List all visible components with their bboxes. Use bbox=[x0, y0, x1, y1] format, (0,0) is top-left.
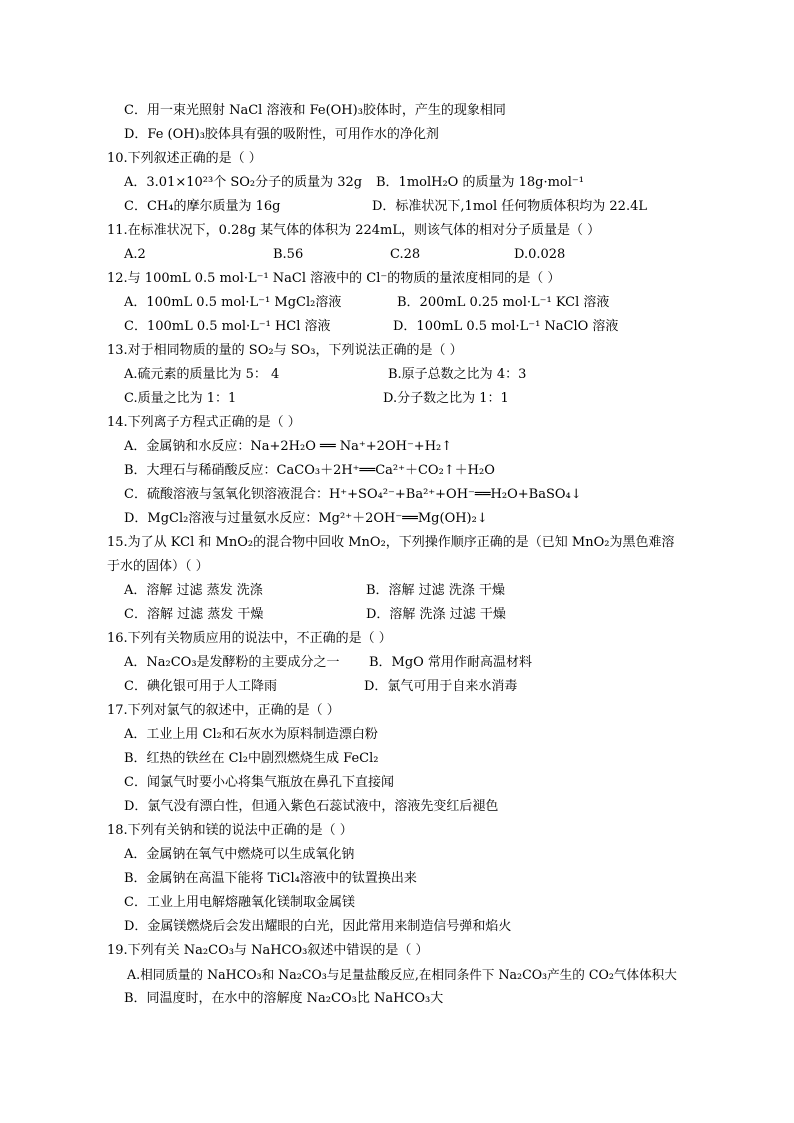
q15-option-a: A．溶解 过滤 蒸发 洗涤 bbox=[124, 583, 263, 598]
question-15: 15.为了从 KCl 和 MnO₂的混合物中回收 MnO₂，下列操作顺序正确的是（已知 MnO₂为黑色难溶 bbox=[107, 535, 675, 550]
q12-option-d: D．100mL 0.5 mol·L⁻¹ NaClO 溶液 bbox=[393, 319, 619, 334]
q19-option-a: A.相同质量的 NaHCO₃和 Na₂CO₃与足量盐酸反应,在相同条件下 Na₂CO₃产生的 CO₂气体体积大 bbox=[127, 967, 677, 982]
q16-option-d: D．氯气可用于自来水消毒 bbox=[364, 679, 518, 694]
q12-option-b: B．200mL 0.25 mol·L⁻¹ KCl 溶液 bbox=[397, 295, 610, 310]
question-14: 14.下列离子方程式正确的是（ ） bbox=[107, 415, 301, 430]
question-13: 13.对于相同物质的量的 SO₂与 SO₃，下列说法正确的是（ ） bbox=[107, 343, 463, 358]
q13-option-d: D.分子数之比为 1：1 bbox=[383, 391, 509, 406]
q14-option-a: A．金属钠和水反应：Na+2H₂O ══ Na⁺+2OH⁻+H₂↑ bbox=[124, 439, 453, 454]
question-19: 19.下列有关 Na₂CO₃与 NaHCO₃叙述中错误的是（ ） bbox=[107, 943, 429, 958]
q15-option-d: D．溶解 洗涤 过滤 干燥 bbox=[366, 607, 506, 622]
q13-option-b: B.原子总数之比为 4：3 bbox=[388, 367, 527, 382]
q9-option-c: C．用一束光照射 NaCl 溶液和 Fe(OH)₃胶体时，产生的现象相同 bbox=[124, 103, 506, 118]
q18-option-a: A．金属钠在氧气中燃烧可以生成氧化钠 bbox=[124, 847, 355, 862]
q12-option-c: C．100mL 0.5 mol·L⁻¹ HCl 溶液 bbox=[124, 319, 331, 334]
q15-option-c: C．溶解 过滤 蒸发 干燥 bbox=[124, 607, 264, 622]
q11-option-b: B.56 bbox=[273, 247, 304, 262]
q16-option-a: A．Na₂CO₃是发酵粉的主要成分之一 bbox=[124, 655, 340, 670]
q14-option-b: B．大理石与稀硝酸反应：CaCO₃＋2H⁺══Ca²⁺＋CO₂↑＋H₂O bbox=[124, 463, 495, 478]
question-16: 16.下列有关物质应用的说法中，不正确的是（ ） bbox=[107, 631, 392, 646]
q10-option-b: B．1molH₂O 的质量为 18g·mol⁻¹ bbox=[376, 175, 584, 190]
q14-option-c: C．硫酸溶液与氢氧化钡溶液混合：H⁺+SO₄²⁻+Ba²⁺+OH⁻══H₂O+BaSO₄↓ bbox=[124, 487, 582, 502]
q10-option-c: C．CH₄的摩尔质量为 16g bbox=[124, 199, 281, 214]
q12-option-a: A．100mL 0.5 mol·L⁻¹ MgCl₂溶液 bbox=[124, 295, 342, 310]
q17-option-a: A．工业上用 Cl₂和石灰水为原料制造漂白粉 bbox=[124, 727, 378, 742]
q16-option-c: C．碘化银可用于人工降雨 bbox=[124, 679, 277, 694]
question-12: 12.与 100mL 0.5 mol·L⁻¹ NaCl 溶液中的 Cl⁻的物质的量浓度相同的是（ ） bbox=[107, 271, 561, 286]
q19-option-b: B．同温度时，在水中的溶解度 Na₂CO₃比 NaHCO₃大 bbox=[124, 991, 444, 1006]
question-18: 18.下列有关钠和镁的说法中正确的是（ ） bbox=[107, 823, 353, 838]
question-15-cont: 于水的固体）（ ） bbox=[107, 559, 209, 574]
q18-option-c: C．工业上用电解熔融氧化镁制取金属镁 bbox=[124, 895, 355, 910]
q10-option-a: A．3.01×10²³个 SO₂分子的质量为 32g bbox=[124, 175, 363, 190]
q16-option-b: B．MgO 常用作耐高温材料 bbox=[369, 655, 532, 670]
q11-option-c: C.28 bbox=[390, 247, 421, 262]
q11-option-a: A.2 bbox=[124, 247, 146, 262]
q15-option-b: B．溶解 过滤 洗涤 干燥 bbox=[366, 583, 505, 598]
q17-option-d: D．氯气没有漂白性，但通入紫色石蕊试液中，溶液先变红后褪色 bbox=[124, 799, 499, 814]
question-17: 17.下列对氯气的叙述中，正确的是（ ） bbox=[107, 703, 340, 718]
q11-option-d: D.0.028 bbox=[514, 247, 566, 262]
q17-option-b: B．红热的铁丝在 Cl₂中剧烈燃烧生成 FeCl₂ bbox=[124, 751, 379, 766]
q14-option-d: D．MgCl₂溶液与过量氨水反应：Mg²⁺＋2OH⁻══Mg(OH)₂↓ bbox=[124, 511, 488, 526]
q18-option-d: D．金属镁燃烧后会发出耀眼的白光，因此常用来制造信号弹和焰火 bbox=[124, 919, 512, 934]
question-11: 11.在标准状况下，0.28g 某气体的体积为 224mL，则该气体的相对分子质量是（ ） bbox=[107, 223, 601, 238]
q13-option-a: A.硫元素的质量比为 5： 4 bbox=[124, 367, 280, 382]
q9-option-d: D．Fe (OH)₃胶体具有强的吸附性，可用作水的净化剂 bbox=[124, 127, 439, 142]
q17-option-c: C．闻氯气时要小心将集气瓶放在鼻孔下直接闻 bbox=[124, 775, 394, 790]
q13-option-c: C.质量之比为 1：1 bbox=[124, 391, 237, 406]
q18-option-b: B．金属钠在高温下能将 TiCl₄溶液中的钛置换出来 bbox=[124, 871, 417, 886]
question-10: 10.下列叙述正确的是（ ） bbox=[107, 151, 262, 166]
q10-option-d: D．标准状况下,1mol 任何物质体积均为 22.4L bbox=[372, 199, 647, 214]
